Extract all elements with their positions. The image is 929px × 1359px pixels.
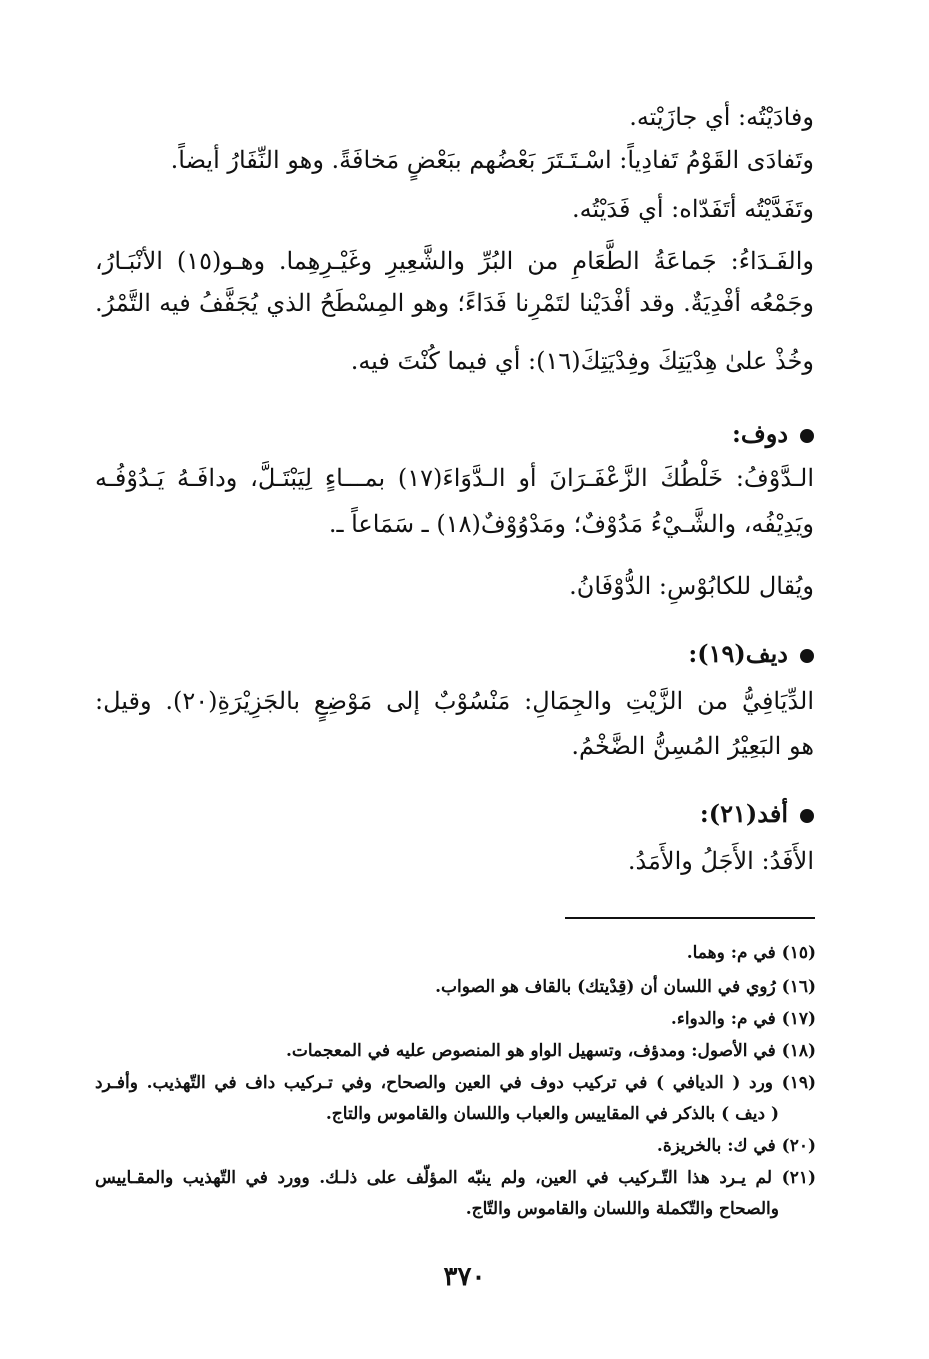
footnote-continuation: والصحاح والتّكملة واللسان والقاموس والتّاج.	[465, 1199, 779, 1219]
entry-line: وتَفَدَّيْتُه أتَفَدّاه: أي فَدَيْتُه.	[571, 195, 814, 223]
entry-line: الـدَّوْفُ: خَلْطُكَ الزَّعْفَـرَانَ أو الـدَّوَاءَ(١٧) بمـــاءٍ لِيَبْتَـلَّ، ودافَـهُ يَـدُوْفُـه	[95, 464, 814, 492]
page-number: ٣٧٠	[443, 1262, 486, 1292]
bullet-icon	[800, 429, 814, 443]
entry-line: وفادَيْتُه: أي جازَيْته.	[629, 103, 814, 131]
root-heading-label: دوف:	[731, 419, 788, 448]
entry-line: ويَدِيْفُه، والشَّـيْءُ مَدُوْفٌ؛ ومَدْوُوْفٌ(١٨) ـ سَمَاعاً ـ.	[328, 510, 814, 538]
footnote: (١٧) في م: والدواء.	[670, 1009, 816, 1029]
root-heading-duf	[732, 418, 814, 450]
footnote: (١٩) ورد ( الديافي ) في تركيب دوف في العين والصحاح، وفي تـركيب داف في التّهذيب. وأفـرد	[95, 1073, 816, 1093]
footnote: (١٨) في الأصول: ومدؤف، وتسهيل الواو هو المنصوص عليه في المعجمات.	[285, 1041, 816, 1061]
root-heading-afd	[700, 798, 814, 830]
entry-line: والفَـدَاءُ: جَماعَةُ الطَّعَامِ من البُرِّ والشَّعِيرِ وغَيْـرِهِما. وهـو(١٥) الأنْبَـارُ،	[95, 247, 815, 275]
footnote: (١٦) رُوي في اللسان أن (قِدْيتك) بالقاف هو الصواب.	[435, 977, 816, 997]
footnote-divider	[565, 917, 815, 919]
root-heading-label: أفد(٢١):	[699, 799, 788, 828]
root-heading-label: ديف(١٩):	[688, 639, 788, 668]
entry-line: الأَفَدُ: الأَجَلُ والأَمَدُ.	[627, 847, 814, 875]
entry-line: ويُقال للكابُوْسِ: الدُّوْفَانُ.	[569, 572, 814, 600]
entry-line: وتَفادَى القَوْمُ تَفادِياً: اسْـتَـتَرَ بَعْضُهم ببَعْضٍ مَخافَةً. وهو النِّفَارُ أيضاً.	[170, 146, 814, 174]
footnote-continuation: ( ديف ) بالذكر في المقاييس والعباب واللسان والقاموس والتاج.	[325, 1104, 779, 1124]
footnote: (٢٠) في ك: بالخريزة.	[656, 1136, 816, 1156]
entry-line: وجَمْعُه أفْدِيَةٌ. وقد أفْدَيْنا لتَمْرِنا فَدَاءً؛ وهو المِسْطَحُ الذي يُجَفَّفُ فيه التَّمْرُ.	[95, 289, 814, 317]
footnote: (٢١) لم يـرد هذا التّـركيب في العين، ولم ينبّه المؤلّف على ذلـك. وورد في التّهذيب والمقـاييس	[95, 1168, 816, 1188]
root-heading-dif	[688, 638, 814, 670]
bullet-icon	[800, 649, 814, 663]
footnote: (١٥) في م: وهما.	[686, 943, 816, 963]
entry-line: الدِّيَافِيُّ من الزَّيْتِ والجِمَالِ: مَنْسُوْبٌ إلى مَوْضِعٍ بالجَزِيْرَةِ(٢٠). وقيل:	[95, 687, 815, 715]
bullet-icon	[800, 809, 814, 823]
entry-line: هو البَعِيْرُ المُسِنُّ الضَّخْمُ.	[571, 732, 814, 760]
entry-line: وخُذْ علىٰ هِدْيَتِكَ وفِدْيَتِكَ(١٦): أي فيما كُنْتَ فيه.	[350, 347, 814, 375]
